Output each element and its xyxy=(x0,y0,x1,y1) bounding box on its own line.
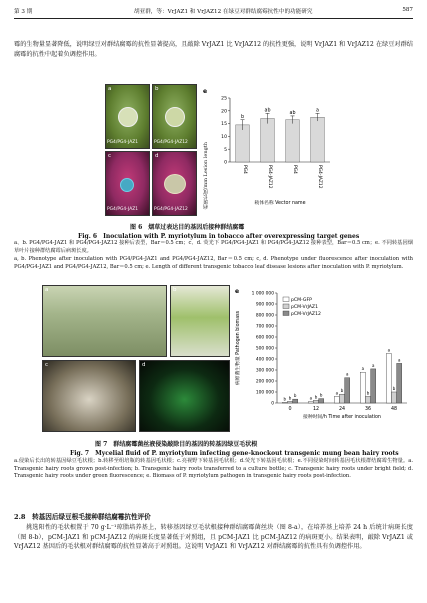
legend-label: pCM-VrJAZ12 xyxy=(291,312,321,317)
y-tick-label: 800 000 xyxy=(255,313,274,319)
y-tick-label: 900 000 xyxy=(255,302,274,308)
significance-label: b xyxy=(288,395,292,401)
significance-label: a xyxy=(371,362,375,368)
fluorescent-spot xyxy=(164,174,186,194)
y-axis-label: 病斑长度/mm Lesion length xyxy=(203,142,209,210)
fluorescent-spot xyxy=(120,178,134,192)
y-tick-label: 20 xyxy=(221,109,227,115)
bar xyxy=(339,394,344,403)
running-header xyxy=(14,7,413,17)
panel-tag: b xyxy=(173,287,177,293)
significance-label: a xyxy=(345,371,349,377)
legend-swatch xyxy=(283,304,289,309)
issue-number: 第 3 期 xyxy=(14,9,33,15)
x-tick-label: PG4 xyxy=(242,165,247,174)
legend-swatch xyxy=(283,297,289,302)
panel-label: PG4/PG4-JAZ1 xyxy=(107,140,139,145)
y-tick-label: 10 xyxy=(221,135,227,140)
x-axis-label: 载体名称 Vector name xyxy=(254,201,306,206)
bar xyxy=(261,118,275,162)
y-tick-label: 700 000 xyxy=(255,324,274,330)
x-tick-label: 24 xyxy=(338,407,346,412)
bar xyxy=(319,399,324,403)
fig6-panel-d xyxy=(152,151,197,216)
bar xyxy=(365,396,370,403)
y-tick-label: 0 xyxy=(224,160,227,166)
x-axis-label: 接种时间/h Time after inoculation xyxy=(303,415,381,420)
y-tick-label: 200 000 xyxy=(255,379,274,385)
significance-label: ab xyxy=(264,108,271,114)
x-tick-label: PG4-JAZ12 xyxy=(317,165,322,189)
significance-label: a xyxy=(316,108,319,114)
fig7-chart-svg xyxy=(233,285,413,433)
panel-tag: d xyxy=(142,362,146,368)
fig7-panel-c xyxy=(42,360,136,432)
significance-label: b xyxy=(392,386,396,391)
bar xyxy=(311,117,325,162)
lesion-spot xyxy=(118,107,138,127)
x-tick-label: PG4-JAZ12 xyxy=(267,165,272,189)
section-heading: 2.8 转基因后绿豆根毛接种群结腐霉抗性评价 xyxy=(14,513,151,521)
significance-label: b xyxy=(340,388,344,394)
fig6-chart-svg xyxy=(200,84,340,217)
section-paragraph: 挑选阳性的毛状根置于 70 g·L⁻¹琼脂培养基上，转移基因绿豆毛状根接种群结腐霉菌丝块（图 8-a），在培养基上培养 24 h 后统计病斑长度（图 8-b），pCM-JAZ1 和 pCM-JAZ12 的病斑长度显著低于对照组，且 pCM-JAZ1 比 pCM-JAZ12 的病斑更小。结果表明，敲除 VrJAZ1 或 VrJAZ12 基因后的毛状根对群结腐霉的抗性显著高于对照组。这说明 VrJAZ1 和 VrJAZ12 对群结腐霉的抗性具有负调控作用。 xyxy=(14,524,413,551)
y-axis-label: 病原菌生物量 Pathogen biomass xyxy=(236,310,241,386)
significance-label: b xyxy=(319,392,323,398)
bar xyxy=(293,399,298,403)
running-title: 胡亚群，等：VrJAZ1 和 VrJAZ12 在绿豆对群结腐霉抗性中的功能研究 xyxy=(134,9,313,15)
significance-label: a xyxy=(335,390,339,396)
panel-tag: c xyxy=(108,153,112,159)
legend-label: pCM-GFP xyxy=(291,298,312,303)
bar xyxy=(282,402,287,403)
bar xyxy=(334,396,339,403)
bar xyxy=(287,401,292,403)
fig7-caption-body: a.侵染后长出的转基因绿豆毛状根；b.转移至组培瓶的转基因毛状根；c.亮视野下转基因毛状根；d.荧光下转基因毛状根；e.不同侵染时间转基因毛状根群结腐霉生物量。a. Transgenic hairy roots grown post-infection; b. Transgenic hairy roots transferred to a culture bottle; c. Transgenic hairy roots under bright field; d. Transgenic hairy roots under green fluorescence; e. Biomass of P. myriotylum pathogen in transgenic hairy roots post-infection. xyxy=(14,458,413,480)
y-tick-label: 25 xyxy=(221,96,227,102)
header-rule xyxy=(14,18,413,19)
x-tick-label: 48 xyxy=(390,407,398,412)
page-number: 587 xyxy=(402,7,413,13)
fig7-caption-en: Fig. 7 Mycelial fluid of P. myriotylum infecting gene-knockout transgenic mung bean hairy roots xyxy=(70,450,399,457)
y-tick-label: 1 000 000 xyxy=(251,291,274,297)
significance-label: ab xyxy=(289,110,296,116)
significance-label: b xyxy=(366,390,370,396)
panel-label: PG4/PG4-JAZ1 xyxy=(107,207,139,212)
x-tick-label: PG4 xyxy=(292,165,297,174)
significance-label: b xyxy=(293,393,297,399)
y-tick-label: 0 xyxy=(271,401,274,407)
fig6-caption-body-cn: a、b. PG4/PG4-JAZ1 和 PG4/PG4-JAZ12 接种后表型，Bar＝0.5 cm；c、d. 荧光下 PG4/PG4-JAZ1 和 PG4/PG4-JAZ12 接种表型，Bar＝0.5 cm；e. 不同转基因烟草叶片接种群结腐霉后病斑长度。 xyxy=(14,240,413,254)
bar xyxy=(386,354,391,404)
y-tick-label: 5 xyxy=(224,147,227,153)
bar xyxy=(345,378,350,403)
significance-label: b xyxy=(314,394,318,400)
panel-tag: a xyxy=(45,287,49,293)
significance-label: a xyxy=(309,395,313,401)
significance-label: a xyxy=(387,347,391,353)
significance-label: b xyxy=(240,114,245,120)
panel-label: PG4/PG4-JAZ12 xyxy=(154,140,188,145)
bar xyxy=(371,369,376,403)
fig6-photo-panels xyxy=(105,84,197,217)
significance-label: a xyxy=(361,366,365,372)
panel-label: PG4/PG4-JAZ12 xyxy=(154,207,188,212)
y-tick-label: 600 000 xyxy=(255,335,274,341)
panel-tag: c xyxy=(45,362,49,368)
panel-tag: a xyxy=(108,86,112,92)
fig7-panel-d xyxy=(139,360,230,432)
x-tick-label: 36 xyxy=(364,407,372,412)
intro-paragraph: 霉的生物量显著降低，说明绿豆对群结腐霉的抗性显著提高，且敲除 VrJAZ1 比 VrJAZ12 的抗性更强，说明 VrJAZ1 和 VrJAZ12 在绿豆对群结腐霉的抗性中起着负调控作用。 xyxy=(14,41,413,58)
panel-tag: e xyxy=(235,288,240,295)
fig6-panel-b xyxy=(152,84,197,149)
bar xyxy=(397,363,402,403)
y-tick-label: 300 000 xyxy=(255,368,274,374)
y-tick-label: 15 xyxy=(221,122,227,128)
lesion-spot xyxy=(165,107,185,127)
fig7-caption-cn: 图 7 群结腐霉菌丝液侵染敲除目的基因的转基因绿豆毛状根 xyxy=(95,441,258,448)
fig6-caption-en: Fig. 6 Inoculation with P. myriotylum in tobacco after overexpressing target genes xyxy=(78,233,360,240)
bar xyxy=(360,372,365,403)
x-tick-label: 12 xyxy=(312,407,320,412)
legend-label: pCM-VrJAZ1 xyxy=(291,305,318,310)
y-tick-label: 100 000 xyxy=(255,390,274,396)
fig6-caption-cn: 图 6 烟草过表达目的基因后接种群结腐霉 xyxy=(130,224,245,231)
bar xyxy=(313,400,318,403)
fig7-panel-b xyxy=(170,285,230,357)
x-tick-label: 0 xyxy=(288,407,292,412)
fig6-bar-chart xyxy=(200,84,340,217)
bar xyxy=(308,402,313,403)
bar xyxy=(391,392,396,403)
fig6-panel-c xyxy=(105,151,150,216)
panel-tag: b xyxy=(155,86,159,92)
fig7-bar-chart xyxy=(233,285,413,433)
y-tick-label: 400 000 xyxy=(255,357,274,363)
bar xyxy=(236,125,250,162)
panel-tag: e xyxy=(203,88,208,95)
bar xyxy=(286,120,300,162)
panel-tag: d xyxy=(155,153,159,159)
fig6-caption-body-en: a, b. Phenotype after inoculation with PG4/PG4-JAZ1 and PG4/PG4-JAZ12, Bar＝0.5 cm; c, d. Phenotype under fluorescence after inoculation with PG4/PG4-JAZ1 and PG4/PG4-JAZ12, Bar＝0.5 cm; e. Length of different transgenic tobacco leaf disease lesions after inoculation with P. myriotylum. xyxy=(14,256,413,270)
significance-label: a xyxy=(397,357,401,363)
legend-swatch xyxy=(283,311,289,316)
fig6-panel-a xyxy=(105,84,150,149)
significance-label: b xyxy=(283,396,287,402)
y-tick-label: 500 000 xyxy=(255,346,274,352)
fig7-panel-a xyxy=(42,285,167,357)
